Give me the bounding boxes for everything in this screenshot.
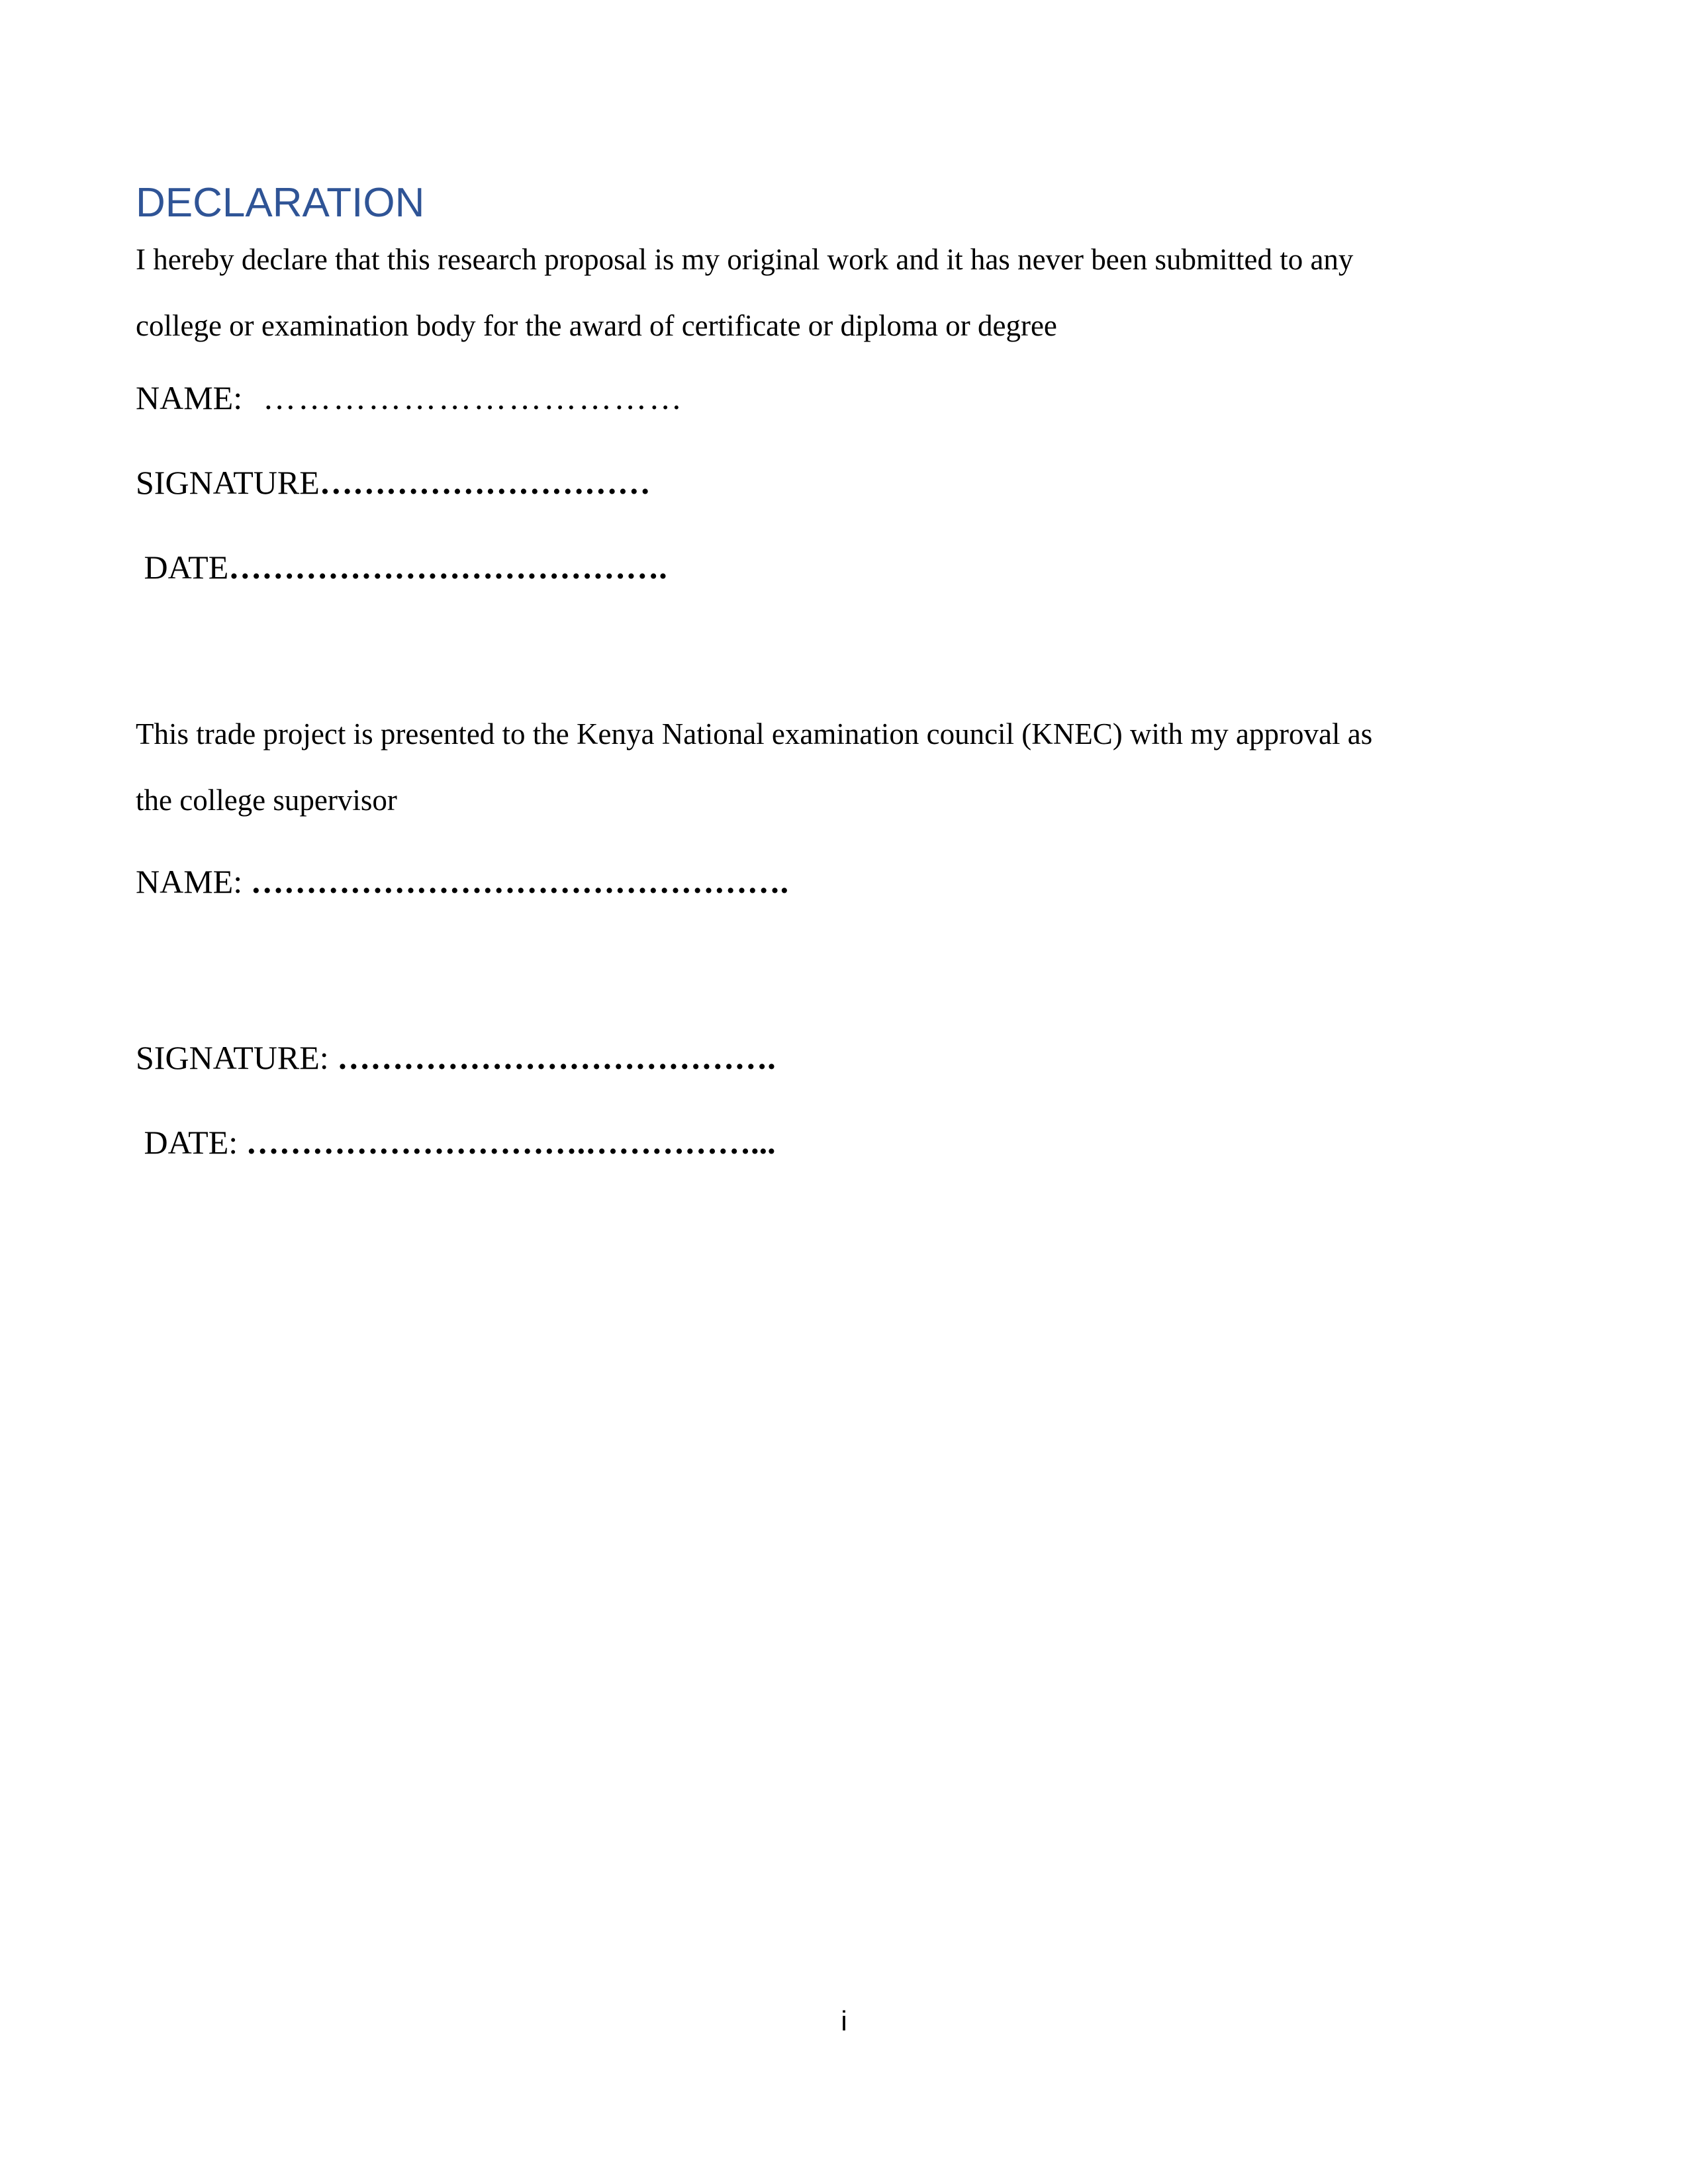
page-title: DECLARATION <box>136 180 425 226</box>
supervisor-signature-line <box>136 1024 1569 1091</box>
supervisor-signature-dotted-line: …………………………………. <box>328 1039 776 1076</box>
student-name-line <box>136 365 1569 431</box>
supervisor-date-dotted-line: ………………………….……………... <box>238 1124 776 1161</box>
student-date-label: DATE <box>136 549 229 586</box>
student-name-dotted-line: ……………………………… <box>242 379 684 416</box>
student-signature-dotted-line: ………………………… <box>319 464 651 501</box>
student-signature-line <box>136 449 1569 516</box>
student-declaration-paragraph: I hereby declare that this research proposal is my original work and it has never been submitted to any college or examination body for the award of certificate or diploma or degree <box>136 243 1354 342</box>
page-footer <box>0 2005 1688 2037</box>
supervisor-date-label: DATE: <box>136 1124 238 1161</box>
student-name-label: NAME: <box>136 379 243 416</box>
supervisor-date-line <box>136 1109 1569 1175</box>
student-signature-label: SIGNATURE <box>136 464 320 501</box>
supervisor-name-line <box>136 848 1569 915</box>
student-date-line <box>136 534 1569 600</box>
supervisor-signature-label: SIGNATURE: <box>136 1039 329 1076</box>
supervisor-approval-paragraph: This trade project is presented to the Kenya National examination council (KNEC) with my approval as the college supervisor <box>136 717 1373 817</box>
supervisor-name-dotted-line: …………………………………………. <box>242 863 789 900</box>
student-date-dotted-line: …………………………………. <box>228 549 667 586</box>
supervisor-name-label: NAME: <box>136 863 243 900</box>
page-number: i <box>841 2005 847 2036</box>
